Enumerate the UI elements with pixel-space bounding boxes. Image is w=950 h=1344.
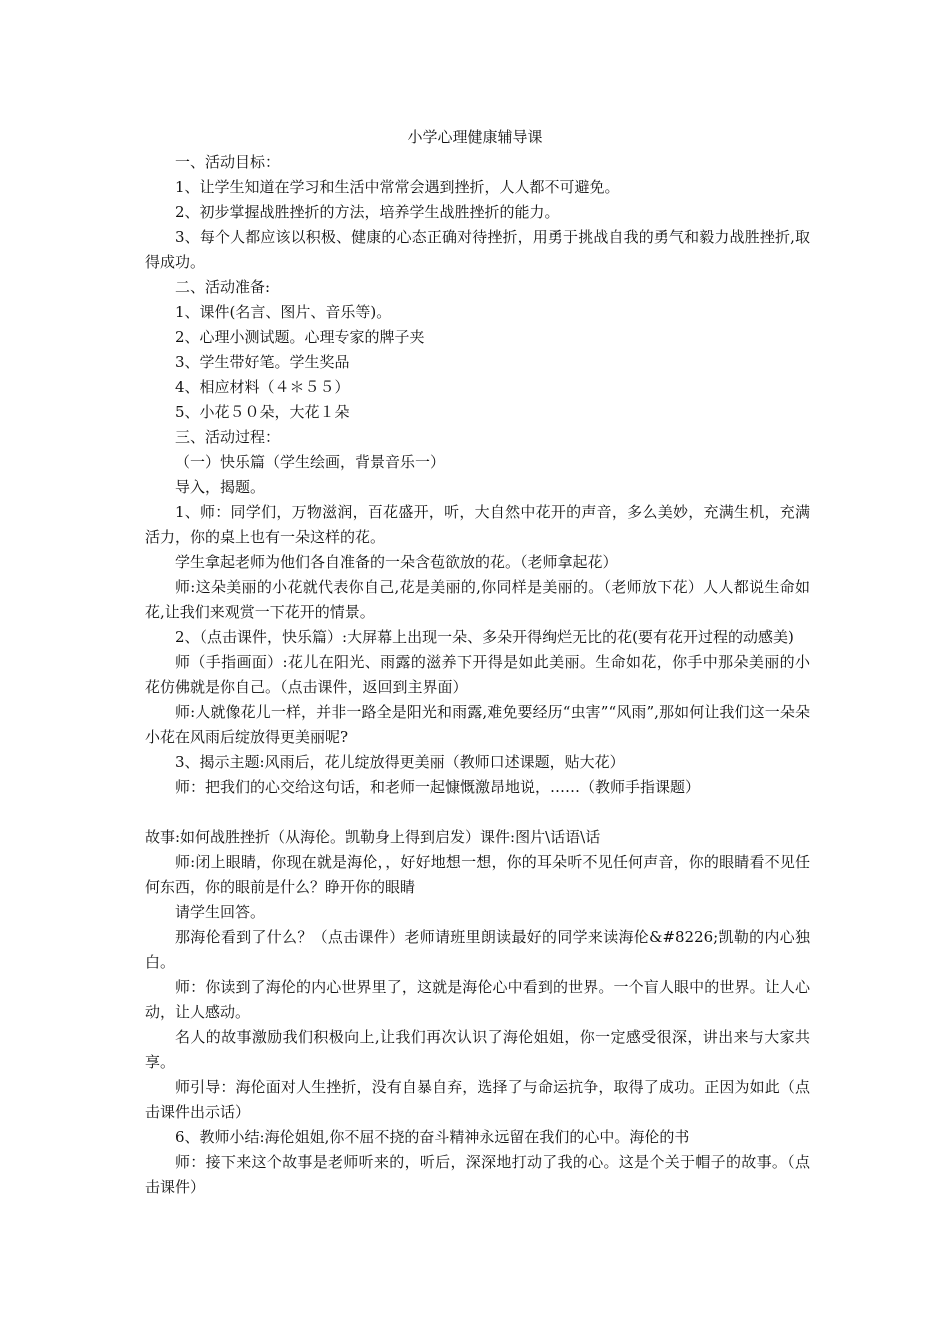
document-body [145, 150, 810, 1200]
blank-line [145, 800, 810, 825]
paragraph: 3、每个人都应该以积极、健康的心态正确对待挫折，用勇于挑战自我的勇气和毅力战胜挫折,取得成功。 [145, 228, 810, 271]
paragraph: 名人的故事激励我们积极向上,让我们再次认识了海伦姐姐，你一定感受很深，讲出来与大家共享。 [145, 1028, 810, 1071]
paragraph: 5、小花５０朵，大花１朵 [175, 403, 350, 421]
document-title: 小学心理健康辅导课 [407, 128, 543, 146]
paragraph: 请学生回答。 [175, 903, 266, 921]
paragraph: 师：你读到了海伦的内心世界里了，这就是海伦心中看到的世界。一个盲人眼中的世界。让人心动，让人感动。 [145, 978, 810, 1021]
paragraph: 1、师：同学们，万物滋润，百花盛开，听，大自然中花开的声音，多么美妙，充满生机，充满活力，你的桌上也有一朵这样的花。 [145, 503, 810, 546]
paragraph: 2、初步掌握战胜挫折的方法，培养学生战胜挫折的能力。 [175, 203, 560, 221]
paragraph: 3、揭示主题:风雨后，花儿绽放得更美丽（教师口述课题，贴大花） [175, 753, 625, 771]
paragraph: （一）快乐篇（学生绘画，背景音乐一） [175, 453, 446, 471]
paragraph: 三、活动过程： [175, 428, 281, 446]
paragraph: 师:人就像花儿一样，并非一路全是阳光和雨露,难免要经历“虫害”“风雨”,那如何让我们这一朵朵小花在风雨后绽放得更美丽呢? [145, 703, 810, 746]
paragraph: 师：接下来这个故事是老师听来的，听后，深深地打动了我的心。这是个关于帽子的故事。（点击课件） [145, 1153, 810, 1196]
paragraph: 1、让学生知道在学习和生活中常常会遇到挫折，人人都不可避免。 [175, 178, 620, 196]
paragraph: 3、学生带好笔。学生奖品 [175, 353, 350, 371]
paragraph: 二、活动准备: [175, 278, 271, 296]
paragraph: 师引导：海伦面对人生挫折，没有自暴自弃，选择了与命运抗争，取得了成功。正因为如此（点击课件出示话） [145, 1078, 810, 1121]
paragraph: 学生拿起老师为他们各自准备的一朵含苞欲放的花。（老师拿起花） [175, 553, 618, 571]
paragraph: 那海伦看到了什么？（点击课件）老师请班里朗读最好的同学来读海伦&#8226;凯勒的内心独白。 [145, 928, 810, 971]
paragraph: 4、相应材料（４＊５５） [175, 378, 350, 396]
paragraph: 导入，揭题。 [175, 478, 266, 496]
paragraph: 故事:如何战胜挫折（从海伦。凯勒身上得到启发）课件:图片\话语\话 [145, 828, 601, 846]
paragraph: 6、教师小结:海伦姐姐,你不屈不挠的奋斗精神永远留在我们的心中。海伦的书 [175, 1128, 690, 1146]
paragraph: 2、心理小测试题。心理专家的牌子夹 [175, 328, 425, 346]
paragraph: 2、（点击课件，快乐篇）:大屏幕上出现一朵、多朵开得绚烂无比的花(要有花开过程的动感美) [175, 628, 794, 646]
paragraph: 一、活动目标： [175, 153, 281, 171]
paragraph: 师:这朵美丽的小花就代表你自己,花是美丽的,你同样是美丽的。（老师放下花）人人都说生命如花,让我们来观赏一下花开的情景。 [145, 578, 810, 621]
paragraph: 1、课件(名言、图片、音乐等)。 [175, 303, 392, 321]
paragraph: 师:闭上眼睛，你现在就是海伦，，好好地想一想，你的耳朵听不见任何声音，你的眼睛看不见任何东西，你的眼前是什么？睁开你的眼睛 [145, 853, 810, 896]
paragraph: 师（手指画面）:花儿在阳光、雨露的滋养下开得是如此美丽。生命如花，你手中那朵美丽的小花仿佛就是你自己。（点击课件，返回到主界面） [145, 653, 810, 696]
paragraph: 师：把我们的心交给这句话，和老师一起慷慨激昂地说，……（教师手指课题） [175, 778, 701, 796]
